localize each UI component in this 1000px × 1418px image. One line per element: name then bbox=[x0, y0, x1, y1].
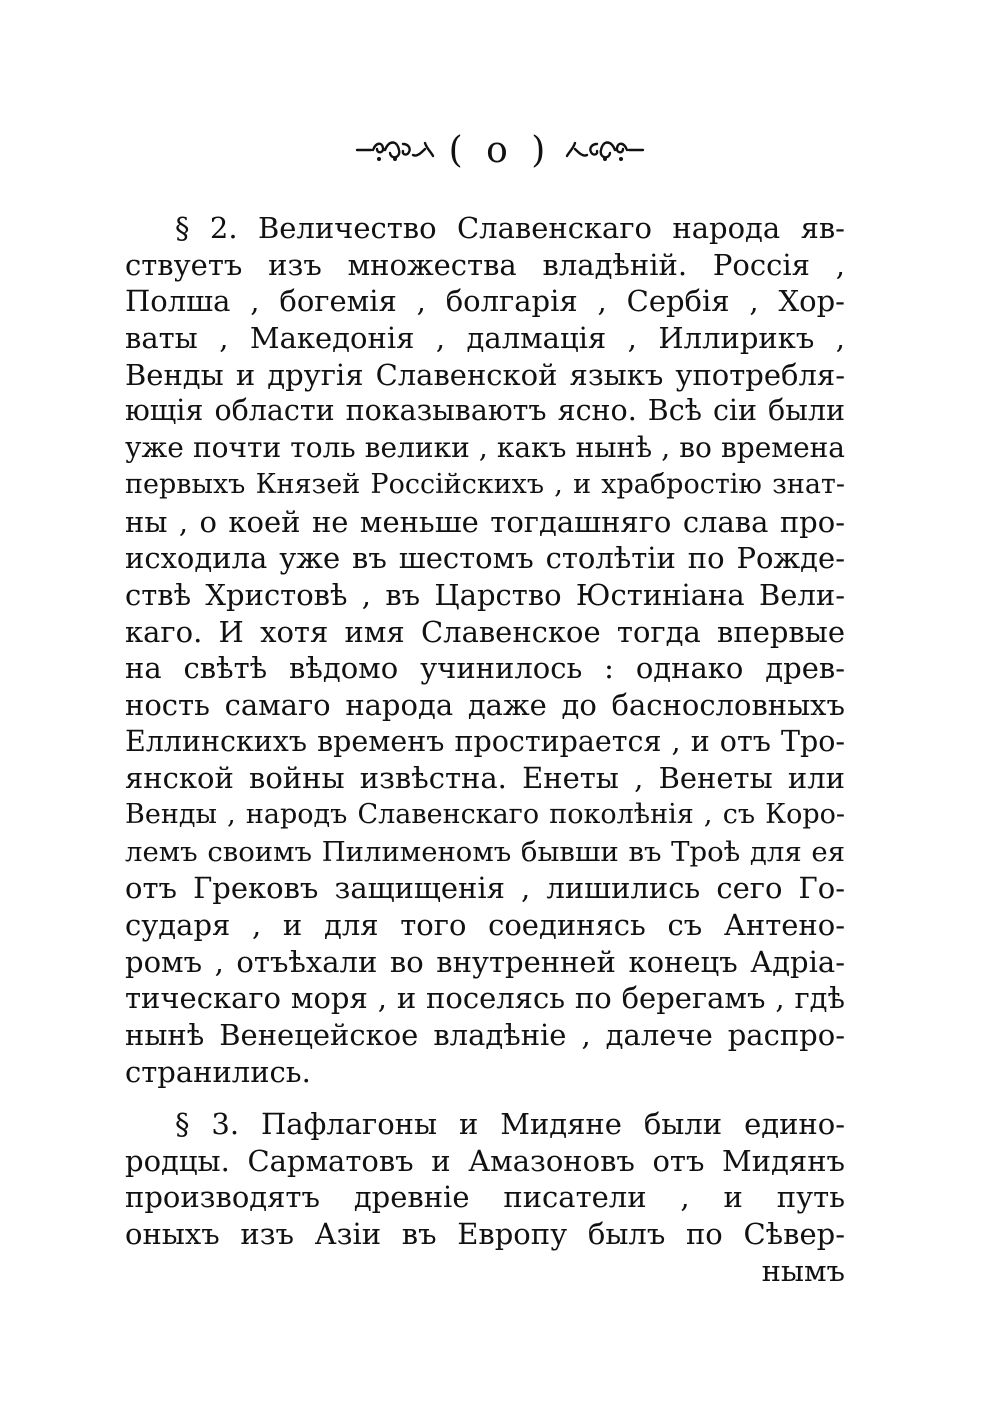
paragraph-3 bbox=[125, 1106, 845, 1289]
paragraph-2 bbox=[125, 210, 845, 1091]
page-header bbox=[0, 122, 1000, 178]
text-line: исходила уже въ шестомъ столѣтiи по Рожде- bbox=[125, 541, 845, 576]
text-line: лемъ своимъ Пилименомъ бывши въ Троѣ для ея bbox=[125, 835, 845, 868]
text-line: Полша , богемiя , болгарiя , Сербiя , Хор- bbox=[125, 284, 845, 319]
text-line: странились. bbox=[125, 1054, 311, 1089]
text-line: уже почти толь велики , какъ нынѣ , во времена bbox=[125, 431, 845, 465]
text-line: оныхъ изъ Азiи въ Европу былъ по Сѣвер- bbox=[125, 1217, 845, 1252]
text-line: ромъ , отъѣхали во внутренней конецъ Адрiа- bbox=[125, 944, 845, 979]
text-line: Венды , народъ Славенскаго поколѣнiя , съ Коро- bbox=[125, 799, 845, 830]
text-line: § 3. Пафлагоны и Мидяне были едино- bbox=[175, 1107, 845, 1141]
text-line: нынѣ Венецейское владѣнiе , далече распро- bbox=[125, 1018, 845, 1053]
text-line: ны , о коей не меньше тогдашняго слава про- bbox=[125, 504, 845, 539]
text-line: ность самаго народа даже до баснословныхъ bbox=[125, 687, 845, 722]
text-line: первыхъ Князей Россiйскихъ , и храбростiю знат- bbox=[125, 468, 845, 500]
text-line: янской войны извѣстна. Енеты , Венеты или bbox=[125, 761, 845, 796]
text-line: производятъ древнiе писатели , и путь bbox=[125, 1180, 845, 1215]
text-line: § 2. Величество Славенскаго народа яв- bbox=[175, 211, 845, 245]
text-line: ствѣ Христовѣ , въ Царство Юстинiана Вели- bbox=[125, 577, 845, 612]
text-line: Венды и другiя Славенской языкъ употребля- bbox=[125, 357, 845, 392]
catchword: нымъ bbox=[761, 1253, 845, 1288]
text-line: ствуетъ изъ множества владѣнiй. Россiя , bbox=[125, 247, 845, 282]
text-line: на свѣтѣ вѣдомо учинилось : однако древ- bbox=[125, 651, 845, 686]
text-line: ющiя области показываютъ ясно. Всѣ сiи были bbox=[125, 394, 845, 428]
page-number: ( o ) bbox=[448, 129, 552, 171]
text-line: сударя , и для того соединясь съ Антено- bbox=[125, 908, 845, 943]
text-line: тическаго моря , и поселясь по берегамъ , гдѣ bbox=[125, 981, 845, 1016]
left-ornament-icon bbox=[355, 135, 435, 165]
right-ornament-icon bbox=[565, 135, 645, 165]
text-line: ваты , Македонiя , далмацiя , Иллирикъ , bbox=[125, 321, 845, 356]
text-line: каго. И хотя имя Славенское тогда впервые bbox=[125, 614, 845, 649]
text-line: отъ Грековъ защищенiя , лишились сего Го- bbox=[125, 871, 845, 906]
text-line: родцы. Сарматовъ и Амазоновъ отъ Мидянъ bbox=[125, 1143, 845, 1178]
text-line: Еллинскихъ временъ простирается , и отъ Тро- bbox=[125, 724, 845, 758]
